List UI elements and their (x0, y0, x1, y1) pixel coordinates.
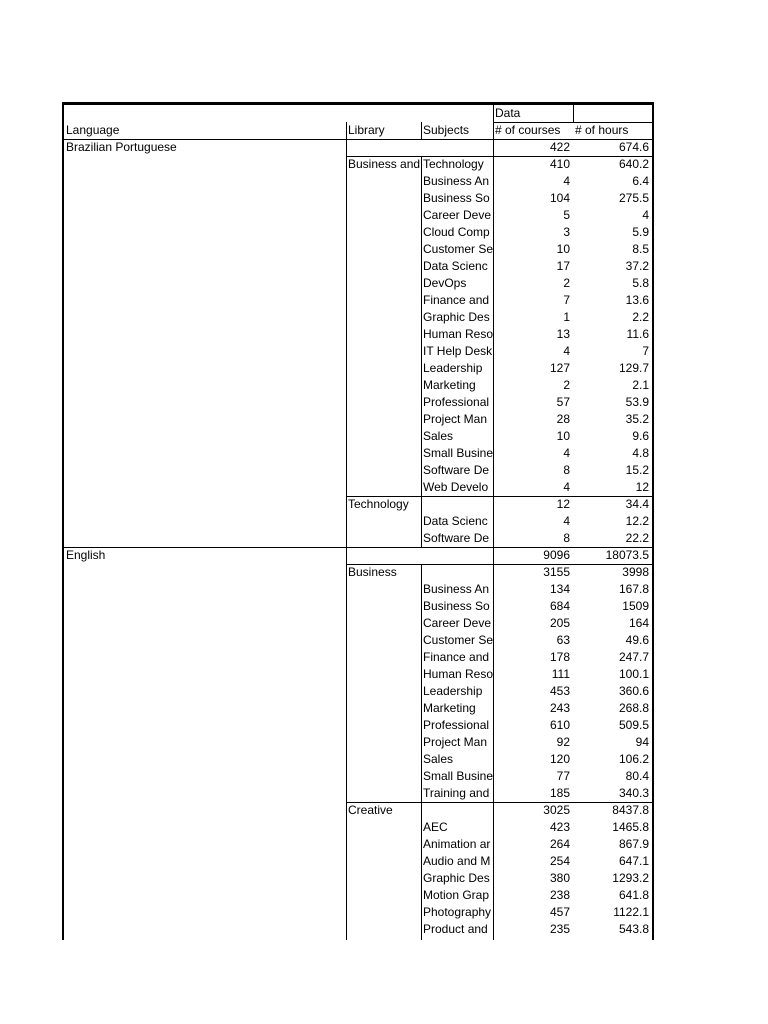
courses-value: 10 (556, 242, 570, 256)
subject-cell[interactable]: Small Busine (423, 769, 493, 783)
courses-value: 12 (556, 497, 570, 511)
hours-value: 49.6 (625, 633, 649, 647)
courses-value: 8 (563, 463, 570, 477)
courses-value: 453 (549, 684, 570, 698)
language-field-header[interactable]: Language (66, 123, 120, 137)
subject-cell[interactable]: Sales (423, 429, 454, 443)
subject-cell[interactable]: Product and (423, 922, 488, 936)
subject-cell[interactable]: Business An (423, 582, 490, 596)
subject-cell[interactable]: Graphic Des (423, 871, 490, 885)
subject-column-line (421, 156, 422, 547)
library-separator (346, 496, 652, 497)
subject-cell[interactable]: Customer Se (423, 242, 493, 256)
language-separator (64, 547, 652, 548)
courses-value: 2 (563, 378, 570, 392)
hours-value: 37.2 (625, 259, 649, 273)
hours-value: 674.6 (618, 140, 649, 154)
subject-cell[interactable]: Business So (423, 191, 490, 205)
subject-cell[interactable]: DevOps (423, 276, 467, 290)
hours-value: 3998 (622, 565, 649, 579)
subject-cell[interactable]: Data Scienc (423, 514, 488, 528)
hours-value: 2.2 (632, 310, 649, 324)
header-divider (64, 139, 652, 140)
hours-value: 164 (628, 616, 649, 630)
courses-value: 134 (549, 582, 570, 596)
courses-value: 610 (549, 718, 570, 732)
subject-cell[interactable]: Finance and (423, 650, 490, 664)
courses-value: 17 (556, 259, 570, 273)
hours-value: 8.5 (632, 242, 649, 256)
courses-value: 9096 (543, 548, 570, 562)
hours-value: 867.9 (618, 837, 649, 851)
hours-value: 6.4 (632, 174, 649, 188)
hours-value: 106.2 (618, 752, 649, 766)
subject-cell[interactable]: Data Scienc (423, 259, 488, 273)
pivot-table (62, 102, 654, 940)
courses-value: 423 (549, 820, 570, 834)
courses-value: 77 (556, 769, 570, 783)
hours-value: 268.8 (618, 701, 649, 715)
courses-column-header[interactable]: # of courses (495, 123, 561, 137)
subject-cell[interactable]: Career Deve (423, 616, 492, 630)
hours-value: 22.2 (625, 531, 649, 545)
courses-value: 8 (563, 531, 570, 545)
library-cell[interactable]: Business (348, 565, 397, 579)
courses-value: 3025 (543, 803, 570, 817)
header-divider-top (493, 122, 652, 123)
subject-cell[interactable]: Web Develo (423, 480, 489, 494)
library-separator (346, 802, 652, 803)
subject-cell[interactable]: Professional (423, 718, 490, 732)
subject-cell[interactable]: Training and (423, 786, 490, 800)
hours-value: 275.5 (618, 191, 649, 205)
hours-value: 34.4 (625, 497, 649, 511)
library-field-header[interactable]: Library (348, 123, 385, 137)
hours-value: 18073.5 (605, 548, 649, 562)
courses-value: 120 (549, 752, 570, 766)
subject-cell[interactable]: Leadership (423, 361, 483, 375)
subject-cell[interactable]: Project Man (423, 735, 488, 749)
courses-value: 178 (549, 650, 570, 664)
courses-value: 57 (556, 395, 570, 409)
subject-cell[interactable]: AEC (423, 820, 448, 834)
hours-value: 15.2 (625, 463, 649, 477)
courses-value: 4 (563, 514, 570, 528)
courses-value: 111 (551, 667, 570, 681)
hours-value: 35.2 (625, 412, 649, 426)
courses-value: 457 (549, 905, 570, 919)
subject-cell[interactable]: Career Deve (423, 208, 492, 222)
subject-cell[interactable]: Software De (423, 531, 490, 545)
language-cell[interactable]: Brazilian Portuguese (66, 140, 177, 154)
courses-value: 238 (549, 888, 570, 902)
courses-value: 243 (549, 701, 570, 715)
subject-cell[interactable]: Technology (423, 157, 484, 171)
hours-value: 129.7 (618, 361, 649, 375)
hours-value: 647.1 (618, 854, 649, 868)
courses-value: 13 (556, 327, 570, 341)
subject-cell[interactable]: Human Reso (423, 327, 493, 341)
hours-value: 100.1 (618, 667, 649, 681)
hours-value: 53.9 (625, 395, 649, 409)
language-cell[interactable]: English (66, 548, 106, 562)
courses-value: 2 (563, 276, 570, 290)
subject-cell[interactable]: Business So (423, 599, 490, 613)
hours-value: 12.2 (625, 514, 649, 528)
courses-value: 4 (563, 480, 570, 494)
courses-value: 185 (549, 786, 570, 800)
subject-cell[interactable]: Professional (423, 395, 490, 409)
subject-cell[interactable]: Customer Se (423, 633, 493, 647)
courses-value: 1 (563, 310, 570, 324)
courses-value: 5 (563, 208, 570, 222)
subject-cell[interactable]: Project Man (423, 412, 488, 426)
hours-value: 360.6 (618, 684, 649, 698)
subject-cell[interactable]: Software De (423, 463, 490, 477)
subject-cell[interactable]: Graphic Des (423, 310, 490, 324)
hours-value: 1465.8 (612, 820, 649, 834)
subject-cell[interactable]: Audio and M (423, 854, 491, 868)
subject-cell[interactable]: Photography (423, 905, 492, 919)
hours-value: 247.7 (618, 650, 649, 664)
courses-value: 63 (556, 633, 570, 647)
hours-value: 543.8 (618, 922, 649, 936)
library-separator (346, 564, 652, 565)
hours-column-header[interactable]: # of hours (575, 123, 629, 137)
subject-cell[interactable]: Sales (423, 752, 454, 766)
subject-cell[interactable]: Marketing (423, 378, 476, 392)
library-column-line (346, 122, 347, 940)
hours-value: 7 (642, 344, 649, 358)
courses-value: 92 (556, 735, 570, 749)
hours-value: 2.1 (632, 378, 649, 392)
library-cell[interactable]: Technology (348, 497, 409, 511)
hours-value: 1122.1 (613, 905, 649, 919)
hours-value: 4.8 (632, 446, 649, 460)
courses-value: 28 (556, 412, 570, 426)
subject-cell[interactable]: Finance and (423, 293, 490, 307)
hours-value: 509.5 (618, 718, 649, 732)
data-field-label[interactable]: Data (495, 106, 521, 120)
library-cell[interactable]: Creative (348, 803, 393, 817)
courses-value: 10 (556, 429, 570, 443)
courses-value: 422 (549, 140, 570, 154)
hours-value: 13.6 (625, 293, 649, 307)
subject-cell[interactable]: Human Reso (423, 667, 493, 681)
subject-cell[interactable]: IT Help Desk (423, 344, 493, 358)
courses-value: 410 (549, 157, 570, 171)
library-cell[interactable]: Business and (348, 157, 421, 171)
hours-value: 9.6 (632, 429, 649, 443)
subject-cell[interactable]: Cloud Comp (423, 225, 490, 239)
hours-value: 12 (635, 480, 649, 494)
hours-value: 4 (642, 208, 649, 222)
hours-value: 641.8 (618, 888, 649, 902)
courses-value: 684 (549, 599, 570, 613)
subject-cell[interactable]: Animation ar (423, 837, 491, 851)
courses-value: 3 (563, 225, 570, 239)
courses-value: 235 (549, 922, 570, 936)
hours-value: 80.4 (625, 769, 649, 783)
hours-value: 1509 (622, 599, 649, 613)
subject-cell[interactable]: Business An (423, 174, 490, 188)
subject-cell[interactable]: Marketing (423, 701, 476, 715)
subjects-field-header[interactable]: Subjects (423, 123, 470, 137)
subject-column-line (421, 564, 422, 940)
courses-value: 7 (563, 293, 570, 307)
courses-value: 205 (549, 616, 570, 630)
courses-value: 264 (549, 837, 570, 851)
hours-value: 11.6 (626, 327, 649, 341)
hours-value: 167.8 (618, 582, 649, 596)
courses-value: 4 (563, 344, 570, 358)
hours-value: 94 (635, 735, 649, 749)
courses-value: 4 (563, 446, 570, 460)
subject-cell[interactable]: Motion Grap (423, 888, 490, 902)
hours-value: 5.9 (632, 225, 649, 239)
library-separator (346, 156, 652, 157)
courses-value: 380 (549, 871, 570, 885)
hours-value: 340.3 (618, 786, 649, 800)
subject-cell[interactable]: Small Busine (423, 446, 493, 460)
courses-value: 127 (549, 361, 570, 375)
courses-value: 254 (549, 854, 570, 868)
hours-value: 640.2 (618, 157, 649, 171)
courses-value: 3155 (543, 565, 570, 579)
hours-value: 1293.2 (612, 871, 649, 885)
courses-value: 104 (549, 191, 570, 205)
courses-value: 4 (563, 174, 570, 188)
courses-column-line (493, 105, 494, 940)
hours-value: 5.8 (632, 276, 649, 290)
hours-value: 8437.8 (612, 803, 649, 817)
subject-header-line (421, 122, 422, 139)
subject-cell[interactable]: Leadership (423, 684, 483, 698)
data-header-divider (573, 105, 574, 122)
